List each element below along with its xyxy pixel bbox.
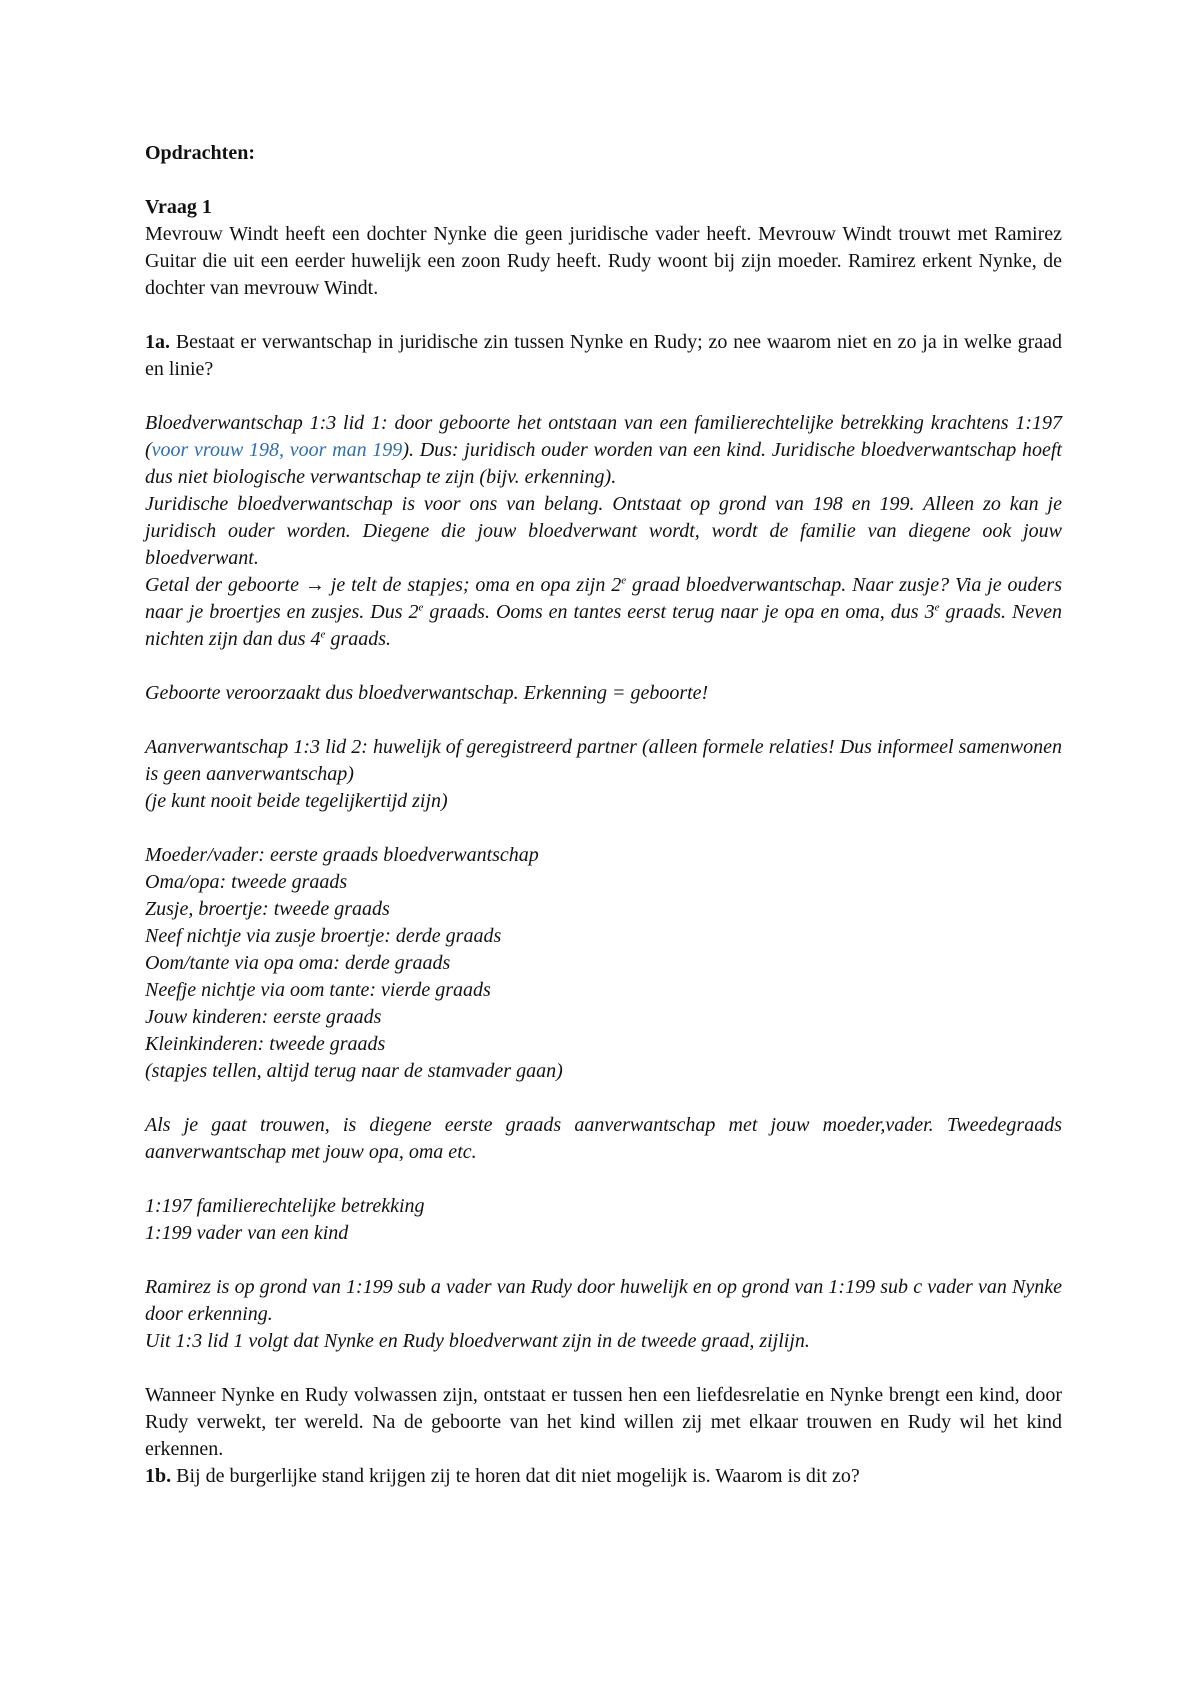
superscript-e: e <box>621 574 627 587</box>
bloed-text-2: ). Dus: juridisch ouder worden van een kind. Juridische bloedverwantschap hoeft dus niet biologische verwantschap te zijn (bijv. erkenning). <box>145 439 1062 488</box>
list-item: Zusje, broertje: tweede graads <box>145 898 390 920</box>
list-item: Oma/opa: tweede graads <box>145 871 348 893</box>
list-item: (stapjes tellen, altijd terug naar de stamvader gaan) <box>145 1060 563 1082</box>
superscript-e: e <box>934 601 940 614</box>
conclusion-line: Uit 1:3 lid 1 volgt dat Nynke en Rudy bloedverwant zijn in de tweede graad, zijlijn. <box>145 1330 810 1352</box>
question-1a <box>145 329 1062 383</box>
list-item: Neef nichtje via zusje broertje: derde graads <box>145 925 502 947</box>
getal-text-3: graad bloedverwantschap. Naar zusje? Via je ouders naar je broertjes en zusjes. Dus 2 <box>145 574 1062 623</box>
question-1a-label: 1a. <box>145 331 170 353</box>
arrow-right-icon: → <box>304 574 325 596</box>
getal-text-6: graads. <box>325 628 392 650</box>
list-item: Oom/tante via opa oma: derde graads <box>145 952 451 974</box>
juridische-paragraph: Juridische bloedverwantschap is voor ons van belang. Ontstaat op grond van 198 en 199. Alleen zo kan je juridisch ouder worden. Diegene die jouw bloedverwant wordt, wordt de familie van diegene ook jouw bloedverwant. <box>145 493 1062 569</box>
nooit-beide-line: (je kunt nooit beide tegelijkertijd zijn) <box>145 790 448 812</box>
geboorte-paragraph: Geboorte veroorzaakt dus bloedverwantschap. Erkenning = geboorte! <box>145 682 709 704</box>
aanverwantschap-paragraph: Aanverwantschap 1:3 lid 2: huwelijk of geregistreerd partner (alleen formele relaties! Dus informeel samenwonen is geen aanverwantschap) <box>145 736 1062 785</box>
list-item: Neefje nichtje via oom tante: vierde graads <box>145 979 491 1001</box>
superscript-e: e <box>320 628 326 641</box>
getal-text-2: je telt de stapjes; oma en opa zijn 2 <box>324 574 622 596</box>
question-1b-text: Bij de burgerlijke stand krijgen zij te horen dat dit niet mogelijk is. Waarom is dit zo? <box>171 1465 860 1487</box>
page-heading: Opdrachten: <box>145 142 255 164</box>
question-1b-label: 1b. <box>145 1465 172 1487</box>
bloedverwantschap-paragraph <box>145 410 1062 491</box>
graden-list <box>145 842 1062 1085</box>
superscript-e: e <box>418 601 424 614</box>
list-item: Moeder/vader: eerste graads bloedverwantschap <box>145 844 539 866</box>
bloed-link[interactable]: voor vrouw 198, voor man 199 <box>151 439 403 461</box>
article-197-line: 1:197 familierechtelijke betrekking <box>145 1195 425 1217</box>
list-item: Kleinkinderen: tweede graads <box>145 1033 386 1055</box>
document-body <box>145 140 1062 1490</box>
question-1b <box>145 1463 1062 1490</box>
question-intro: Mevrouw Windt heeft een dochter Nynke die geen juridische vader heeft. Mevrouw Windt trouwt met Ramirez Guitar die uit een eerder huwelijk een zoon Rudy heeft. Rudy woont bij zijn moeder. Ramirez erkent Nynke, de dochter van mevrouw Windt. <box>145 223 1062 299</box>
ramirez-paragraph: Ramirez is op grond van 1:199 sub a vader van Rudy door huwelijk en op grond van 1:199 sub c vader van Nynke door erkenning. <box>145 1276 1062 1325</box>
wanneer-paragraph: Wanneer Nynke en Rudy volwassen zijn, ontstaat er tussen hen een liefdesrelatie en Nynke brengt een kind, door Rudy verwekt, ter wereld. Na de geboorte van het kind willen zij met elkaar trouwen en Rudy wil het kind erkennen. <box>145 1384 1062 1460</box>
trouwen-paragraph: Als je gaat trouwen, is diegene eerste graads aanverwantschap met jouw moeder,vader. Tweedegraads aanverwantschap met jouw opa, oma etc. <box>145 1114 1062 1163</box>
getal-text-5: graads. Neven nichten zijn dan dus 4 <box>145 601 1062 650</box>
question-1a-text: Bestaat er verwantschap in juridische zin tussen Nynke en Rudy; zo nee waarom niet en zo ja in welke graad en linie? <box>145 331 1062 380</box>
article-199-line: 1:199 vader van een kind <box>145 1222 349 1244</box>
getal-text-1: Getal der geboorte <box>145 574 305 596</box>
question-title: Vraag 1 <box>145 196 212 218</box>
getal-text-4: graads. Ooms en tantes eerst terug naar je opa en oma, dus 3 <box>423 601 935 623</box>
bloed-text-1: Bloedverwantschap 1:3 lid 1: door geboorte het ontstaan van een familierechtelijke betrekking krachtens 1:197 ( <box>145 412 1062 461</box>
list-item: Jouw kinderen: eerste graads <box>145 1006 382 1028</box>
getal-der-geboorte-paragraph <box>145 572 1062 653</box>
